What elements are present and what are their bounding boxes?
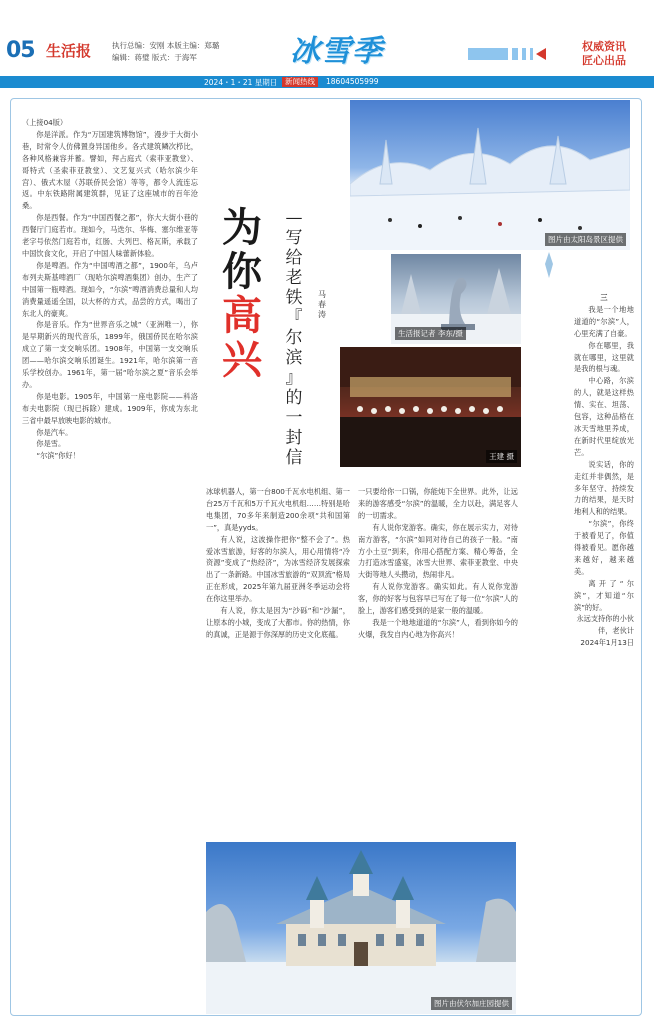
paragraph: 你是音乐。作为“世界音乐之城”（亚洲唯一），你是早期新兴的现代音乐，1899年，俄国侨民在哈尔滨成立了第一支交响乐团。1908年，中国第一支交响乐团——哈尔滨交响乐团诞生。1921年，哈尔滨第一音乐学校创办。1961年，第一届“哈尔滨之夏”音乐会举办。 [22, 320, 198, 389]
paragraph: 你是啤酒。作为“中国啤酒之都”，1900年，乌卢布列夫斯基啤酒厂（现哈尔滨啤酒集团）创办，生产了中国第一瓶啤酒。现如今，“尔滨”啤酒消费总量和人均消费量遥遥全国，以大杯的方式，品尝的方式，喝出了东北人的豪爽。 [22, 260, 198, 318]
paragraph: 你是电影。1905年，中国第一座电影院——科洛布夫电影院（现已拆除）建成。1909年，你成为东北三省中最早放映电影的城市。 [22, 391, 198, 425]
paragraph: 冰球机器人，第一台800千瓦水电机组、第一台25万千瓦和5万千瓦火电机组……特别是哈电集团，70多年来制造200余项“共和国第一”，真是yyds。 [206, 487, 350, 532]
hotline-label: 新闻热线 [282, 77, 318, 87]
paragraph: 有人说，你太是因为“沙砾”和“沙漏”，让原本的小城，变成了大都市。你的热情，你的真诚，正是源于你深厚的历史文化底蕴。 [206, 606, 350, 639]
paragraph: 说实话，你的走红并非偶然，是多年坚守、持续发力的结果，是天时地利人和的结果。 [574, 459, 634, 517]
paragraph: 你是汽车。 [36, 427, 73, 437]
subhead-char: 『 [285, 308, 303, 328]
header-stripes-icon [468, 44, 546, 64]
subhead-char: 尔 [285, 328, 303, 348]
signature-date: 2024年1月13日 [580, 638, 634, 648]
subhead-char: 老 [285, 268, 303, 288]
photo-snow-park [391, 254, 521, 344]
subhead-char: 信 [285, 448, 303, 468]
editor-line-1: 执行总编：安刚 本版主编：郑璐 [112, 41, 220, 50]
photo-caption: 生活报记者 李东/摄 [395, 327, 466, 340]
photo-caption: 王建 摄 [486, 450, 517, 463]
issue-date: 2024・1・21 星期日 [204, 78, 278, 87]
headline-char: 你 [222, 248, 262, 295]
paragraph: 有人说你宠游客。确实如此。有人说你宠游客，你的好客与包容早已写在了每一位“尔滨”人的脸上，游客们感受到的是家一般的温暖。 [358, 582, 518, 616]
page-number: 05 [6, 38, 35, 63]
headline-char: 高 [222, 292, 262, 339]
paragraph: 一只要给你一口锅，你能炖下全世界。此外，让远来的游客感受“尔滨”的温暖，全力以赴，满足客人的一切需求。 [358, 487, 518, 520]
subhead-char: 』 [285, 368, 303, 388]
headline-char: 兴 [222, 336, 262, 383]
ice-sculpture-illustration [350, 100, 630, 250]
photo-manor [206, 842, 516, 1014]
paragraph: 有人说你宠游客。确实，你在展示实力，对待南方游客，“尔滨”如同对待自己的孩子一般。“南方小土豆”到来，你用心搭配方案、精心筹备，全力打造冰雪盛宴，冰雪大世界、索菲亚教堂、中央大街等地人头攒动，热闹非凡。 [358, 522, 518, 580]
slogan-line-1: 权威资讯 [582, 40, 626, 53]
photo-ice-sculptures [350, 100, 630, 250]
editor-info [112, 40, 219, 64]
article-column-4 [574, 292, 634, 1008]
subhead-char: 给 [285, 248, 303, 268]
article-column-1 [22, 117, 198, 1011]
photo-caption: 图片由太阳岛景区提供 [545, 233, 626, 246]
paragraph: 你是西餐。作为“中国西餐之都”，你大大街小巷的西餐厅门庭若市。现如今，马迭尔、华梅、塞尔维亚等老字号依然门庭若市，红肠、大列巴、格瓦斯，承载了中国饮食文化，开启了中国人味蕾新体验。 [22, 213, 198, 258]
subhead-char: 封 [285, 428, 303, 448]
paragraph: “尔滨”，你终于被看见了，你值得被看见。愿你越来越好，越来越美。 [574, 519, 634, 576]
subhead-char: 写 [285, 228, 303, 248]
subheadline [284, 208, 304, 468]
subhead-char: — [285, 208, 303, 228]
paragraph: 我是一个地地道道的“尔滨”人，心里充满了自豪。 [574, 304, 634, 338]
hotline-number: 18604505999 [326, 77, 379, 86]
paragraph: 离开了“尔滨”，才知道“尔滨”的好。 [574, 578, 634, 612]
headline-char: 为 [222, 204, 262, 251]
paragraph: 你是洋派。作为“万国建筑博物馆”，漫步于大街小巷，时常令人仿佛置身异国他乡。各式建筑鳞次栉比，各种风格兼容并蓄。譬如，拜占庭式（索菲亚教堂）、哥特式（圣索菲亚教堂）、文艺复兴式（哈尔滨少年宫）、俄式木屋（苏联侨民会馆）等等，都令人流连忘返。中东铁路附属建筑群，见证了这座城市的百年沧桑。 [22, 129, 198, 211]
paragraph: 我是一个地地道道的“尔滨”人，看到你如今的火爆，我发自内心地为你高兴！ [358, 617, 518, 639]
section-number: 三 [600, 293, 608, 302]
photo-concert [340, 347, 521, 467]
concert-illustration [340, 347, 521, 467]
decorative-ornament-icon [539, 250, 559, 280]
signature: 永远支持你的小伙伴，老伙计 [576, 614, 634, 636]
headline [222, 206, 266, 382]
section-title: 冰雪季 [290, 34, 383, 69]
editor-line-2: 编辑：蒋璧 版式：于海军 [112, 53, 197, 62]
paragraph: 中心路，尔滨的人，就是这样热情、实在、坦荡、包容，这种品格在冰天雪地里养成，在新时代里绽放光芒。 [574, 376, 634, 457]
subhead-char: 的 [285, 388, 303, 408]
slogan-line-2: 匠心出品 [582, 54, 626, 67]
paragraph: （上接04版） [22, 118, 68, 127]
slogan [582, 40, 626, 68]
author-byline: 马春涛 [318, 290, 326, 319]
paper-name: 生活报 [46, 42, 92, 60]
paragraph: “尔滨”你好！ [36, 451, 80, 461]
subhead-char: 铁 [285, 288, 303, 308]
paragraph: 有人说，这波操作把你“整不会了”。热爱冰雪旅游，好客的尔滨人，用心用情将“冷资源”变成了“热经济”，为冰雪经济发展探索出了一条新路。中国冰雪旅游的“双顶流”格局正在形成，2025年第九届亚洲冬季运动会将在你这里举办。 [206, 534, 350, 604]
subhead-char: 滨 [285, 348, 303, 368]
photo-caption: 图片由伏尔加庄园提供 [431, 997, 512, 1010]
paragraph: 你在哪里，我就在哪里，这里就是我的根与魂。 [574, 340, 634, 374]
paragraph: 你是雪。 [36, 439, 66, 449]
subhead-char: 一 [285, 408, 303, 428]
manor-illustration [206, 842, 516, 1014]
